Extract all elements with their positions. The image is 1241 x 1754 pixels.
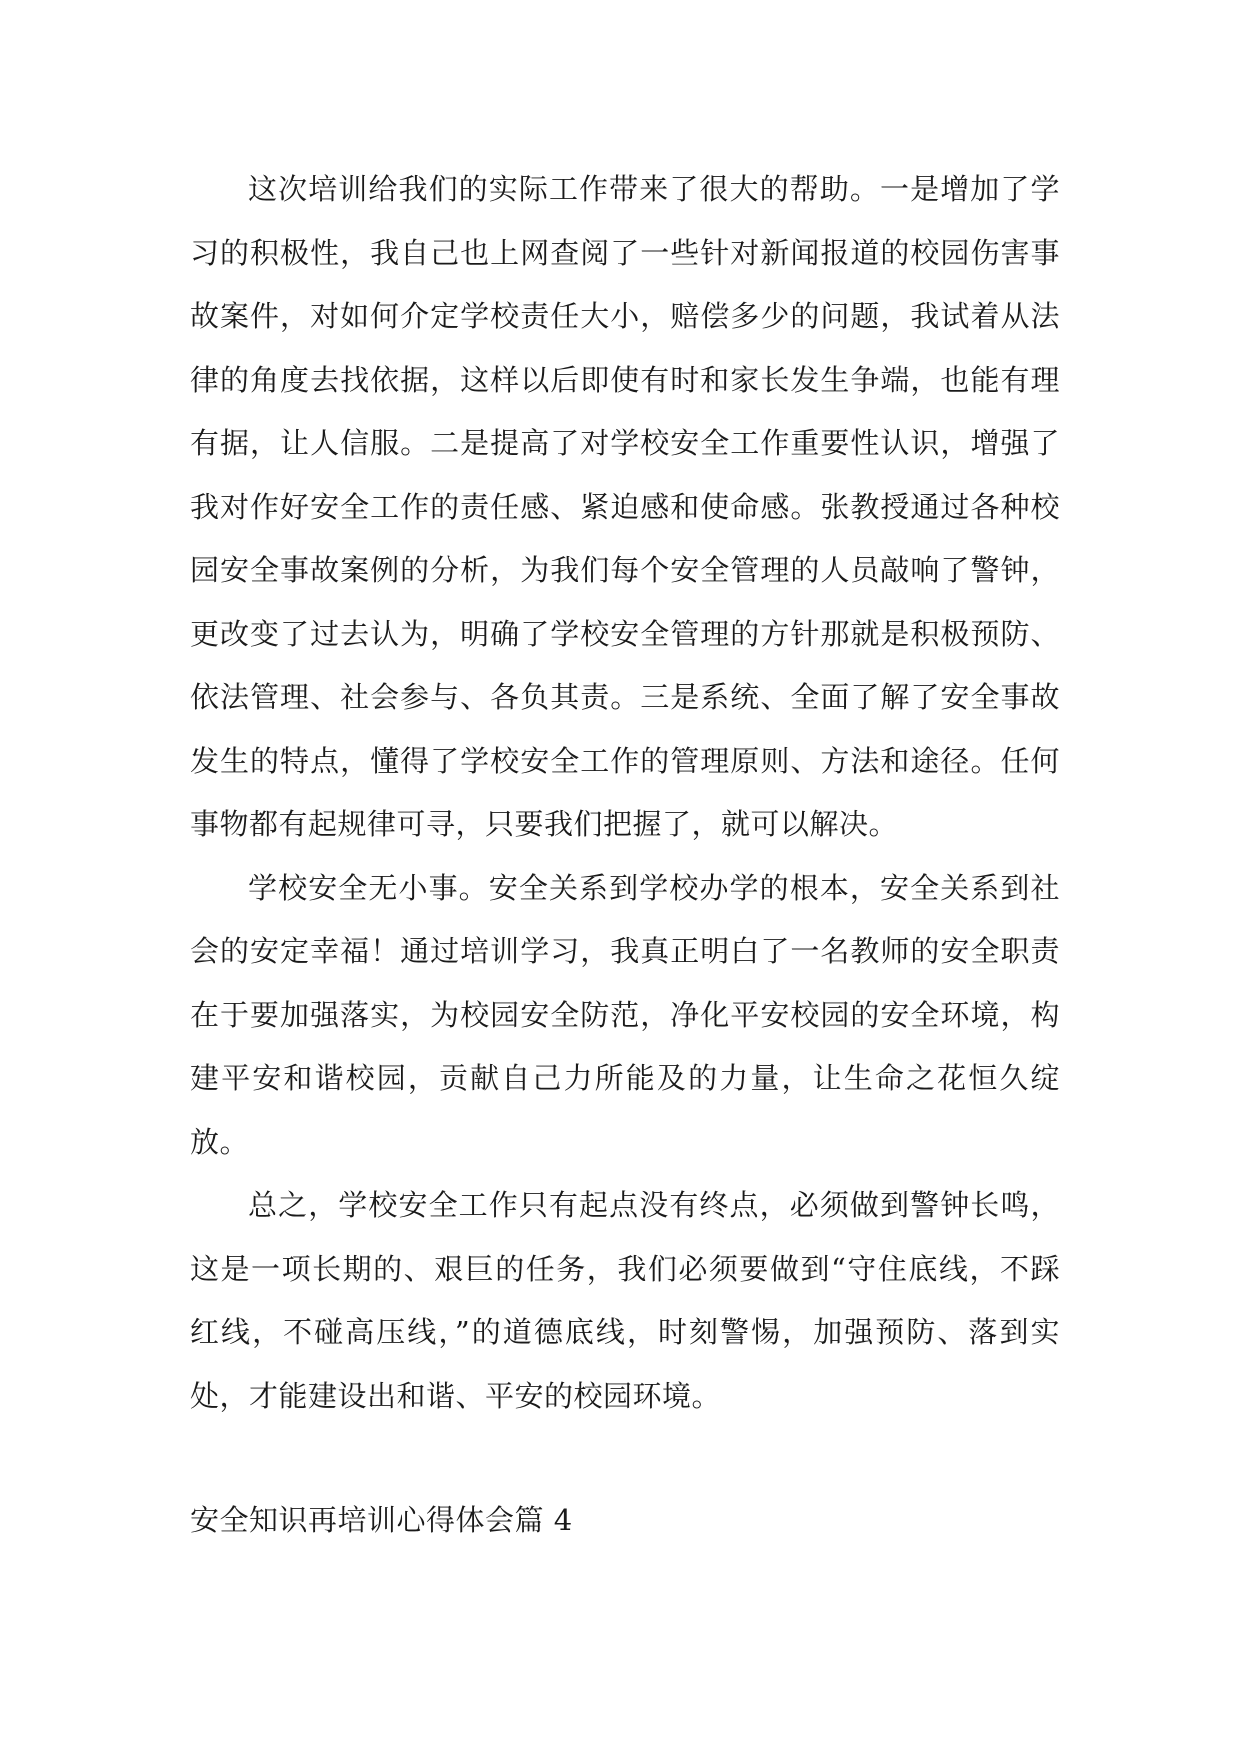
document-body [190, 158, 1060, 1428]
paragraph-safety-importance: 学校安全无小事。安全关系到学校办学的根本，安全关系到社会的安定幸福！通过培训学习，我真正明白了一名教师的安全职责在于要加强落实，为校园安全防范，净化平安校园的安全环境，构建平安和谐校园，贡献自己力所能及的力量，让生命之花恒久绽放。 [190, 870, 1060, 1159]
paragraph-conclusion: 总之，学校安全工作只有起点没有终点，必须做到警钟长鸣，这是一项长期的、艰巨的任务，我们必须要做到“守住底线，不踩红线，不碰高压线，”的道德底线，时刻警惕，加强预防、落到实处，才能建设出和谐、平安的校园环境。 [190, 1188, 1060, 1413]
paragraph-training-benefits: 这次培训给我们的实际工作带来了很大的帮助。一是增加了学习的积极性，我自己也上网查阅了一些针对新闻报道的校园伤害事故案件，对如何介定学校责任大小，赔偿多少的问题，我试着从法律的角度去找依据，这样以后即使有时和家长发生争端，也能有理有据，让人信服。二是提高了对学校安全工作重要性认识，增强了我对作好安全工作的责任感、紧迫感和使命感。张教授通过各种校园安全事故案例的分析，为我们每个安全管理的人员敲响了警钟，更改变了过去认为，明确了学校安全管理的方针那就是积极预防、依法管理、社会参与、各负其责。三是系统、全面了解了安全事故发生的特点，懂得了学校安全工作的管理原则、方法和途径。任何事物都有起规律可寻，只要我们把握了，就可以解决。 [190, 172, 1060, 841]
section-heading: 安全知识再培训心得体会篇 4 [190, 1503, 573, 1537]
